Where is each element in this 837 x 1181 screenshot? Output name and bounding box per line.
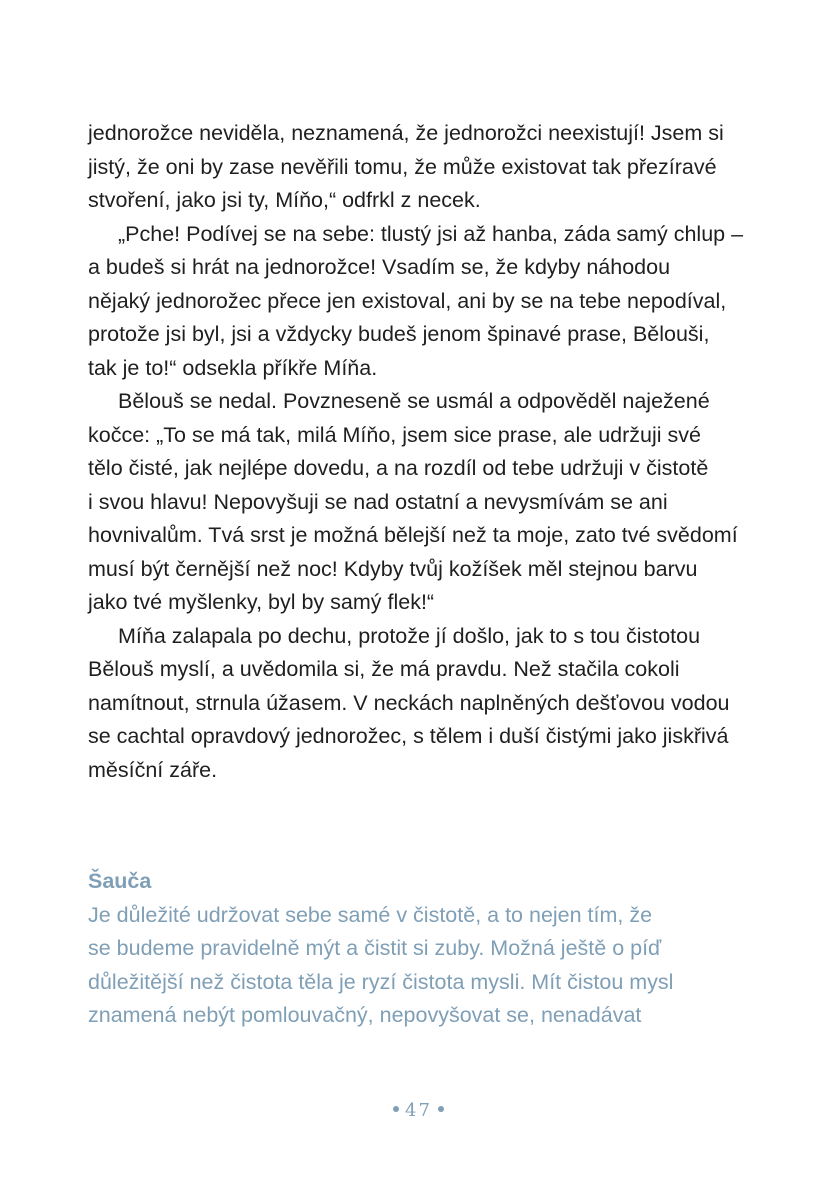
sauca-note xyxy=(88,865,758,1033)
story-text xyxy=(88,117,758,787)
page-folio xyxy=(0,1100,837,1121)
folio-dot-left-icon xyxy=(393,1106,399,1112)
paragraph-2: „Pche! Podívej se na sebe: tlustý jsi až hanba, záda samý chlup – a budeš si hrát na jednorožce! Vsadím se, že kdyby náhodou nějaký jednorožec přece jen existoval, ani by se na tebe nepodíval, protože jsi byl, jsi a vždycky budeš jenom špinavé prase, Bělouši, tak je to!“ odsekla příkře Míňa. xyxy=(88,221,744,380)
note-text: Je důležité udržovat sebe samé v čistotě, a to nejen tím, že se budeme pravidelně mýt a čistit si zuby. Možná ještě o píď důležitější než čistota těla je ryzí čistota mysli. Mít čistou mysl znamená nebýt pomlouvačný, nepovyšovat se, nenadávat xyxy=(88,902,674,1027)
page-number: 47 xyxy=(405,1100,432,1121)
note-title: Šauča xyxy=(88,869,152,893)
paragraph-4: Míňa zalapala po dechu, protože jí došlo, jak to s tou čistotou Bělouš myslí, a uvědomila si, že má pravdu. Než stačila cokoli namítnout, strnula úžasem. V neckách naplněných dešťovou vodou se cachtal opravdový jednorožec, s tělem i duší čistými jako jiskřivá měsíční záře. xyxy=(88,623,730,782)
paragraph-3: Bělouš se nedal. Povzneseně se usmál a odpověděl naježené kočce: „To se má tak, milá Míňo, jsem sice prase, ale udržuji své tělo čisté, jak nejlépe dovedu, a na rozdíl od tebe udržuji v čistotě i svou hlavu! Nepovyšuji se nad ostatní a nevysmívám se ani hovnivalům. Tvá srst je možná bělejší než ta moje, zato tvé svědomí musí být černější než noc! Kdyby tvůj kožíšek měl stejnou barvu jako tvé myšlenky, byl by samý flek!“ xyxy=(88,389,738,614)
folio-dot-right-icon xyxy=(438,1106,444,1112)
paragraph-1: jednorožce neviděla, neznamená, že jednorožci neexistují! Jsem si jistý, že oni by zase nevěřili tomu, že může existovat tak přezíravé stvoření, jako jsi ty, Míňo,“ odfrkl z necek. xyxy=(88,121,724,212)
